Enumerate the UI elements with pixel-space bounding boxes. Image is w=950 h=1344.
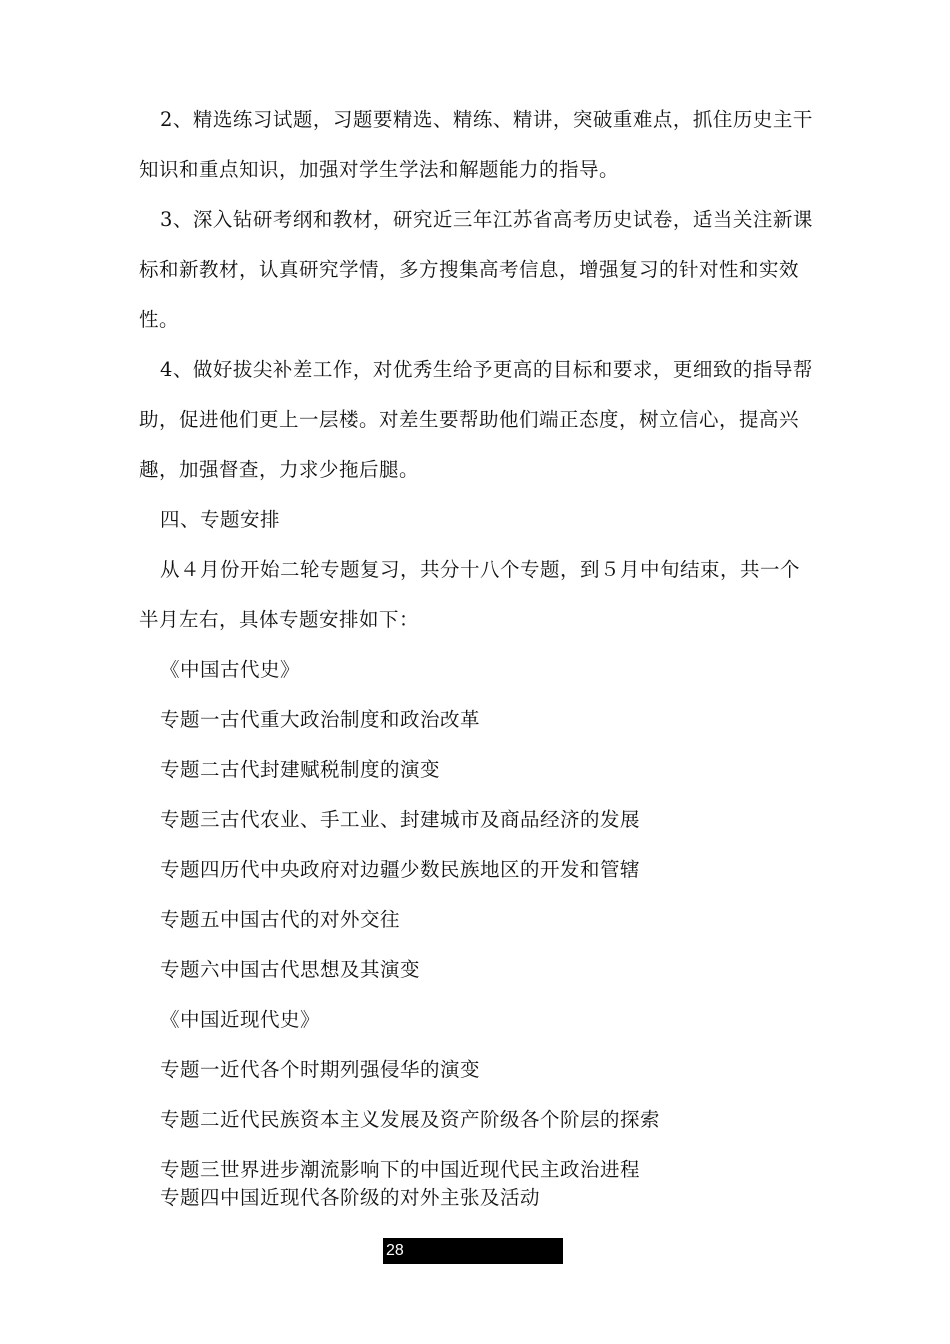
paragraph-3-line-1: 3、深入钻研考纲和教材，研究近三年江苏省高考历史试卷，适当关注新课 [160, 208, 813, 231]
topic-list-item: 专题五中国古代的对外交往 [160, 908, 401, 931]
paragraph-4-line-2: 助，促进他们更上一层楼。对差生要帮助他们端正态度，树立信心，提高兴 [139, 408, 800, 431]
intro-line-2: 半月左右，具体专题安排如下： [139, 608, 420, 631]
paragraph-2-line-1: 2、精选练习试题，习题要精选、精练、精讲，突破重难点，抓住历史主干 [160, 108, 813, 131]
topic-list-item: 专题六中国古代思想及其演变 [160, 958, 421, 981]
modern-history-title: 《中国近现代史》 [160, 1008, 321, 1031]
intro-line-1: 从４月份开始二轮专题复习，共分十八个专题，到５月中旬结束，共一个 [160, 558, 801, 581]
paragraph-2-line-2: 知识和重点知识，加强对学生学法和解题能力的指导。 [139, 158, 620, 181]
ancient-history-title: 《中国古代史》 [160, 658, 301, 681]
paragraph-3-line-3: 性。 [139, 308, 180, 331]
paragraph-3-line-2: 标和新教材，认真研究学情，多方搜集高考信息，增强复习的针对性和实效 [139, 258, 800, 281]
topic-list-item: 专题一近代各个时期列强侵华的演变 [160, 1058, 481, 1081]
topic-list-item: 专题四中国近现代各阶级的对外主张及活动 [160, 1186, 541, 1209]
topic-list-item: 专题四历代中央政府对边疆少数民族地区的开发和管辖 [160, 858, 641, 881]
topic-list-item: 专题三世界进步潮流影响下的中国近现代民主政治进程 [160, 1158, 641, 1181]
topic-list-item: 专题二古代封建赋税制度的演变 [160, 758, 441, 781]
topic-list-item: 专题一古代重大政治制度和政治改革 [160, 708, 481, 731]
topic-list-item: 专题三古代农业、手工业、封建城市及商品经济的发展 [160, 808, 641, 831]
topic-list-item: 专题二近代民族资本主义发展及资产阶级各个阶层的探索 [160, 1108, 661, 1131]
page-number: 28 [383, 1238, 563, 1264]
paragraph-4-line-1: 4、做好拔尖补差工作，对优秀生给予更高的目标和要求，更细致的指导帮 [160, 358, 813, 381]
paragraph-4-line-3: 趣，加强督查，力求少拖后腿。 [139, 458, 420, 481]
section-heading: 四、专题安排 [160, 508, 281, 531]
